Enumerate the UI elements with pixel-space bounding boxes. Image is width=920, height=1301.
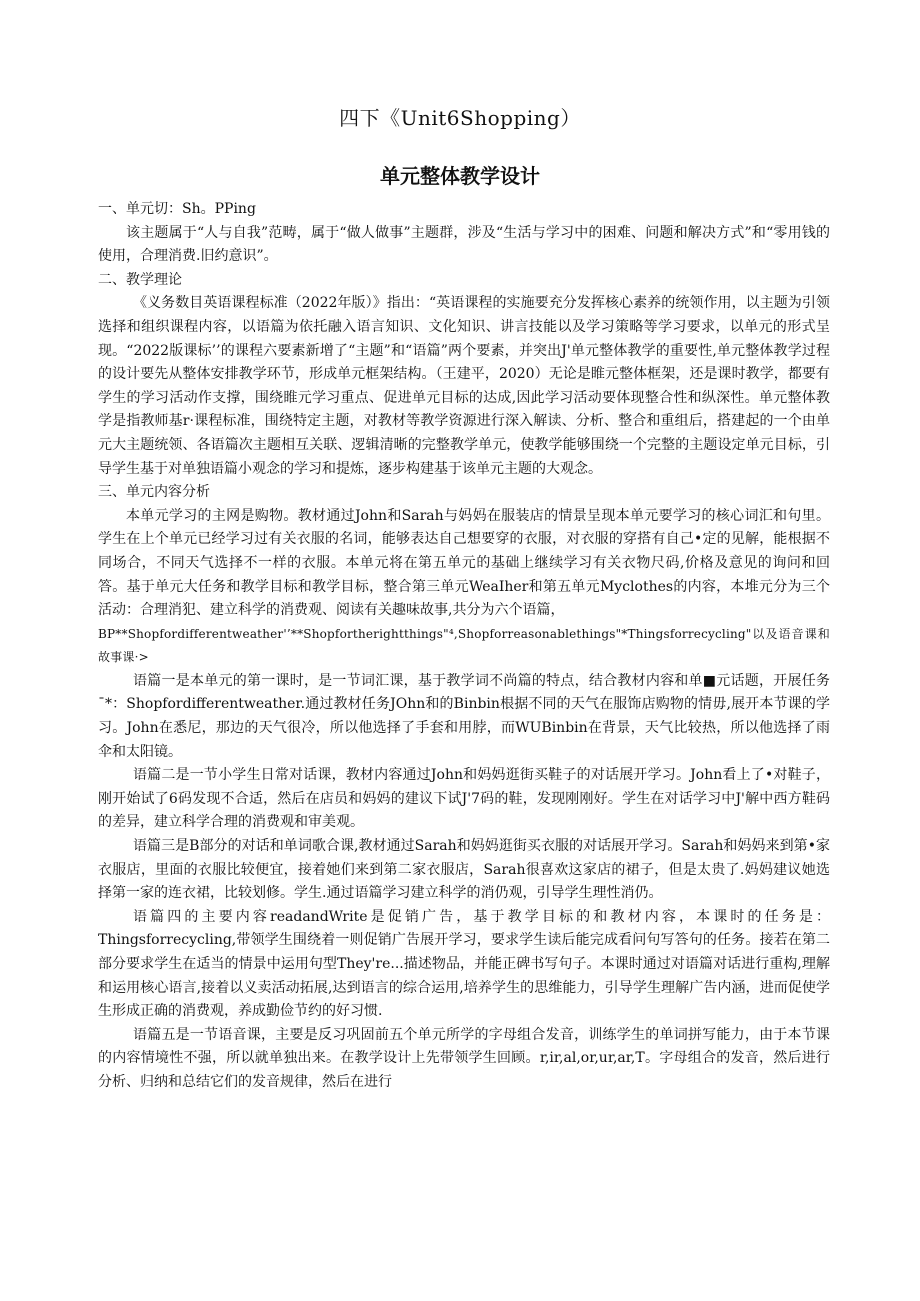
- document-subtitle: 单元整体教学设计: [380, 164, 540, 188]
- paragraph: 本单元学习的主网是购物。教材通过John和Sarah与妈妈在服装店的情景呈现本单元要学习的核心词汇和句里。学生在上个单元已经学习过有关衣服的名词，能够表达自己想要穿的衣服，对衣服的穿搭有自己•定的见解，能根据不同场合，不同天气选择不一样的衣服。本单元将在第五单元的基础上继续学习有关衣物尺码,价格及意见的询问和回答。基于单元大任务和教学目标和教学目标，整合第三单元WeaIher和第五单元Myclothes的内容，本堆元分为三个活动：合理消犯、建立科学的消费观、阅读有关趣味故事,共分为六个语篇，: [98, 507, 830, 619]
- section-heading: 二、教学理论: [98, 271, 182, 288]
- lesson-paragraph: 语篇二是一节小学生日常对话课，教材内容通过John和妈妈逛街买鞋子的对话展开学习。John看上了•对鞋子，刚开始试了6码发现不合适，然后在店员和妈妈的建议下试J'7码的鞋，发现刚刚好。学生在对话学习中J'解中西方鞋码的差异，建立科学合理的消费观和审美观。: [98, 767, 830, 831]
- section-heading: 三、单元内容分析: [98, 484, 210, 501]
- document-body: [98, 198, 830, 1095]
- lesson-paragraph: 语篇四的主要内容readandWrite是促销广告，基于教学目标的和教材内容，本课时的任务是：Thingsforrecycling,带领学生围绕着一则促销广告展开学习，要求学生读后能完成看问句写答句的任务。接若在第二部分要求学生在适当的情景中运用句型They're...描述物品，并能正碑书写句子。本课时通过对语篇对话进行重构,理解和运用核心语言,接着以义卖活动拓展,达到语言的综合运用,培养学生的思维能力，引导学生理解广告内涵，进而促使学生形成正确的消费观，养成勤俭节约的好习惯.: [98, 908, 830, 1020]
- lesson-paragraph: 语篇一是本单元的第一课时，是一节词汇课，基于教学词不尚篇的特点，结合教材内容和单■元话题，开展任务¯*：Shopfordifferentweather.通过教材任务JOhn和的Binbin根据不同的天气在服饰店购物的情毋,展开本节课的学习。John在悉尼，那边的天气很冷，所以他选择了手套和用脖，而WUBinbin在背景，天气比较热，所以他选择了雨伞和太阳镜。: [98, 672, 830, 760]
- section-heading: 一、单元切：Sh。PPing: [98, 201, 256, 217]
- paragraph: 《义务数目英语课程标准（2022年版）》指出：“英语课程的实施要充分发挥核心素养的统领作用，以主题为引领选择和组织课程内容，以语篇为依托融入语言知识、文化知识、讲言技能以及学习策略等学习要求，以单元的形式呈现。“2022版课标’’的课程六要素新增了“主题”和“语篇”两个要素，并突出J'单元整体教学的重要性,单元整体教学过程的设计要先从整体安排教学环节，形成单元框架结构。（王建平，2020）无论是睢元整体框架，还是课时教学，都要有学生的学习活动作支撑，围绕睢元学习重点、促进单元目标的达成,因此学习活动要体现整合性和纵深性。单元整体教学是指教师基r·课程标准，围绕特定主题，对教材等教学资源进行深入解读、分析、整合和重组后，搭建起的一个由单元大主题统领、各语篇次主题相互关联、逻辑清晰的完整教学单元，使教学能够围绕一个完整的主题设定单元目标，引导学生基于对单独语篇小观念的学习和提炼，逐步构建基于该单元主题的大观念。: [98, 295, 830, 477]
- lesson-paragraph: 语篇三是B部分的对话和单词歌合课,教材通过Sarah和妈妈逛街买衣服的对话展开学习。Sarah和妈妈来到第•家衣服店，里面的衣服比较便宜，接着她们来到第二家衣服店，Sarah很喜欢这家店的裙子，但是太贵了.妈妈建议她选择第一家的连衣裙，比较划修。学生.通过语篇学习建立科学的消仍观，引导学生理性消仍。: [98, 838, 830, 902]
- lesson-paragraph: 语篇五是一节语音课，主要是反习巩固前五个单元所学的字母组合发音，训练学生的单词拼写能力，由于本节课的内容情境性不强，所以就单独出来。在教学设计上先带领学生回顾。r,ir,al,or,ur,ar,T。字母组合的发音，然后进行分析、归纳和总结它们的发音规律，然后在进行: [98, 1026, 830, 1090]
- document-title: 四下《Unit6Shopping）: [339, 106, 581, 130]
- lesson-list-line: BP**Shopfordifferentweather'’**Shopfortherightthings"⁴,Shopforreasonablethings"*Thingsforrecycling"以及语音课和故事课·>: [98, 626, 830, 665]
- paragraph: 该主题属于“人与自我”范畴，属于“做人做事”主题群，涉及“生活与学习中的困难、问题和解决方式”和“零用钱的使用，合理消费.旧约意识”。: [98, 224, 830, 265]
